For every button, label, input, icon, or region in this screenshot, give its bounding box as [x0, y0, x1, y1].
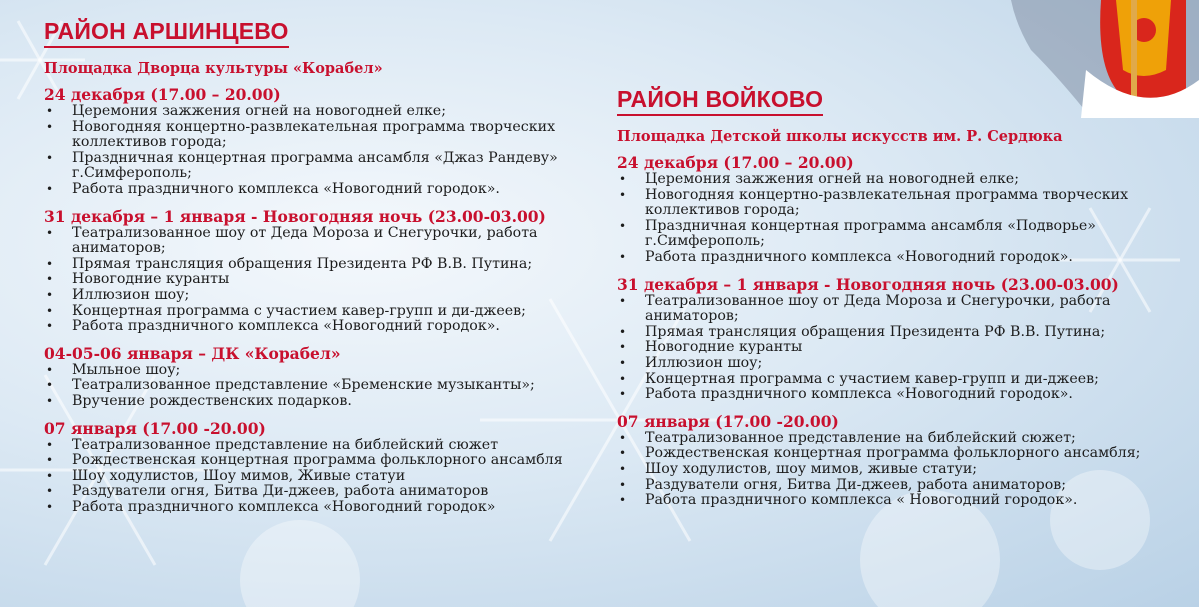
bullet-icon: • — [619, 293, 627, 308]
event — [617, 275, 1177, 403]
list-item: • Работа праздничного комплекса «Новогодний городок» — [46, 498, 496, 515]
list-item: • Работа праздничного комплекса «Новогодний городок». — [46, 180, 500, 197]
list-item: • Иллюзион шоу; — [619, 354, 763, 371]
list-item: • Концертная программа с участием кавер-групп и ди-джеев; — [619, 370, 1099, 387]
bullet-icon: • — [619, 249, 627, 264]
event-date: 24 декабря (17.00 – 20.00) — [617, 153, 854, 172]
event-date: 31 декабря – 1 января - Новогодняя ночь (23.00-03.00) — [617, 274, 1119, 294]
list-item: • Новогодние куранты — [619, 339, 803, 356]
list-item: • Театрализованное шоу от Деда Мороза и Снегурочки, работа аниматоров; — [46, 224, 538, 257]
list-item: • Иллюзион шоу; — [46, 286, 190, 303]
list-item: • Праздничная концертная программа ансамбля «Подворье» г.Симферополь; — [619, 217, 1096, 250]
bullet-icon: • — [46, 453, 54, 468]
bullet-icon: • — [619, 218, 627, 233]
bullet-icon: • — [619, 446, 627, 461]
venue-title: Площадка Дворца культуры «Корабел» — [44, 60, 383, 77]
list-item: • Работа праздничного комплекса «Новогодний городок». — [619, 248, 1073, 265]
bullet-icon: • — [46, 468, 54, 483]
list-item: • Театрализованное представление «Бременские музыканты»; — [46, 377, 535, 394]
event — [617, 153, 1177, 266]
event-date: 07 января (17.00 -20.00) — [44, 418, 266, 438]
venue-title: Площадка Детской школы искусств им. Р. Сердюка — [617, 128, 1063, 145]
bullet-icon: • — [46, 272, 54, 287]
district-voykovo — [617, 86, 1177, 518]
bullet-icon: • — [46, 150, 54, 165]
list-item: • Театрализованное представление на библейский сюжет; — [619, 429, 1076, 446]
bullet-icon: • — [619, 324, 627, 339]
list-item: • Праздничная концертная программа ансамбля «Джаз Рандеву» г.Симферополь; — [46, 149, 558, 182]
bullet-icon: • — [46, 319, 54, 334]
district-title: РАЙОН АРШИНЦЕВО — [44, 18, 289, 48]
list-item: • Рождественская концертная программа фольклорного ансамбля — [46, 452, 563, 469]
bullet-icon: • — [619, 387, 627, 402]
list-item: • Концертная программа с участием кавер-групп и ди-джеев; — [46, 302, 526, 319]
bullet-icon: • — [46, 499, 54, 514]
district-title: РАЙОН ВОЙКОВО — [617, 86, 823, 116]
bullet-icon: • — [46, 181, 54, 196]
bullet-icon: • — [619, 340, 627, 355]
bullet-icon: • — [619, 371, 627, 386]
bullet-icon: • — [619, 355, 627, 370]
event-date: 31 декабря – 1 января - Новогодняя ночь (23.00-03.00) — [44, 206, 546, 226]
bullet-icon: • — [46, 362, 54, 377]
list-item: • Шоу ходулистов, Шоу мимов, Живые статуи — [46, 467, 406, 484]
list-item: • Раздуватели огня, Битва Ди-джеев, работа аниматоров — [46, 483, 489, 500]
bullet-icon: • — [46, 378, 54, 393]
list-item: • Работа праздничного комплекса «Новогодний городок». — [46, 318, 500, 335]
list-item: • Прямая трансляция обращения Президента РФ В.В. Путина; — [619, 323, 1106, 340]
list-item: • Новогодние куранты — [46, 271, 230, 288]
event-date: 24 декабря (17.00 – 20.00) — [44, 85, 281, 104]
bullet-icon: • — [619, 477, 627, 492]
bullet-icon: • — [46, 119, 54, 134]
list-item: • Новогодняя концертно-развлекательная программа творческих коллективов города; — [46, 118, 556, 151]
event-date: 07 января (17.00 -20.00) — [617, 411, 839, 431]
event — [44, 85, 604, 198]
list-item: • Церемония зажжения огней на новогодней елке; — [46, 103, 446, 119]
list-item: • Рождественская концертная программа фольклорного ансамбля; — [619, 445, 1141, 462]
list-item: • Прямая трансляция обращения Президента РФ В.В. Путина; — [46, 255, 533, 272]
bullet-icon: • — [46, 393, 54, 408]
event — [44, 344, 604, 410]
bullet-icon: • — [619, 187, 627, 202]
bullet-icon: • — [46, 287, 54, 302]
bullet-icon: • — [619, 493, 627, 508]
bullet-icon: • — [46, 303, 54, 318]
event-date: 04-05-06 января – ДК «Корабел» — [44, 343, 341, 363]
district-arshintsevo — [44, 18, 604, 524]
list-item: • Театрализованное представление на библейский сюжет — [46, 436, 499, 453]
list-item: • Театрализованное шоу от Деда Мороза и Снегурочки, работа аниматоров; — [619, 292, 1111, 325]
bullet-icon: • — [619, 430, 627, 445]
list-item: • Работа праздничного комплекса «Новогодний городок». — [619, 386, 1073, 403]
bullet-icon: • — [46, 104, 54, 118]
bullet-icon: • — [46, 225, 54, 240]
bullet-icon: • — [46, 256, 54, 271]
list-item: • Мыльное шоу; — [46, 361, 181, 378]
list-item: • Работа праздничного комплекса « Новогодний городок». — [619, 492, 1078, 509]
event — [44, 419, 604, 516]
list-item: • Вручение рождественских подарков. — [46, 392, 352, 409]
bullet-icon: • — [619, 172, 627, 186]
list-item: • Шоу ходулистов, шоу мимов, живые статуи; — [619, 460, 978, 477]
list-item: • Церемония зажжения огней на новогодней елке; — [619, 171, 1019, 187]
bullet-icon: • — [46, 484, 54, 499]
bullet-icon: • — [46, 437, 54, 452]
event — [44, 207, 604, 335]
list-item: • Раздуватели огня, Битва Ди-джеев, работа аниматоров; — [619, 476, 1067, 493]
list-item: • Новогодняя концертно-развлекательная программа творческих коллективов города; — [619, 186, 1129, 219]
event — [617, 412, 1177, 509]
bullet-icon: • — [619, 461, 627, 476]
